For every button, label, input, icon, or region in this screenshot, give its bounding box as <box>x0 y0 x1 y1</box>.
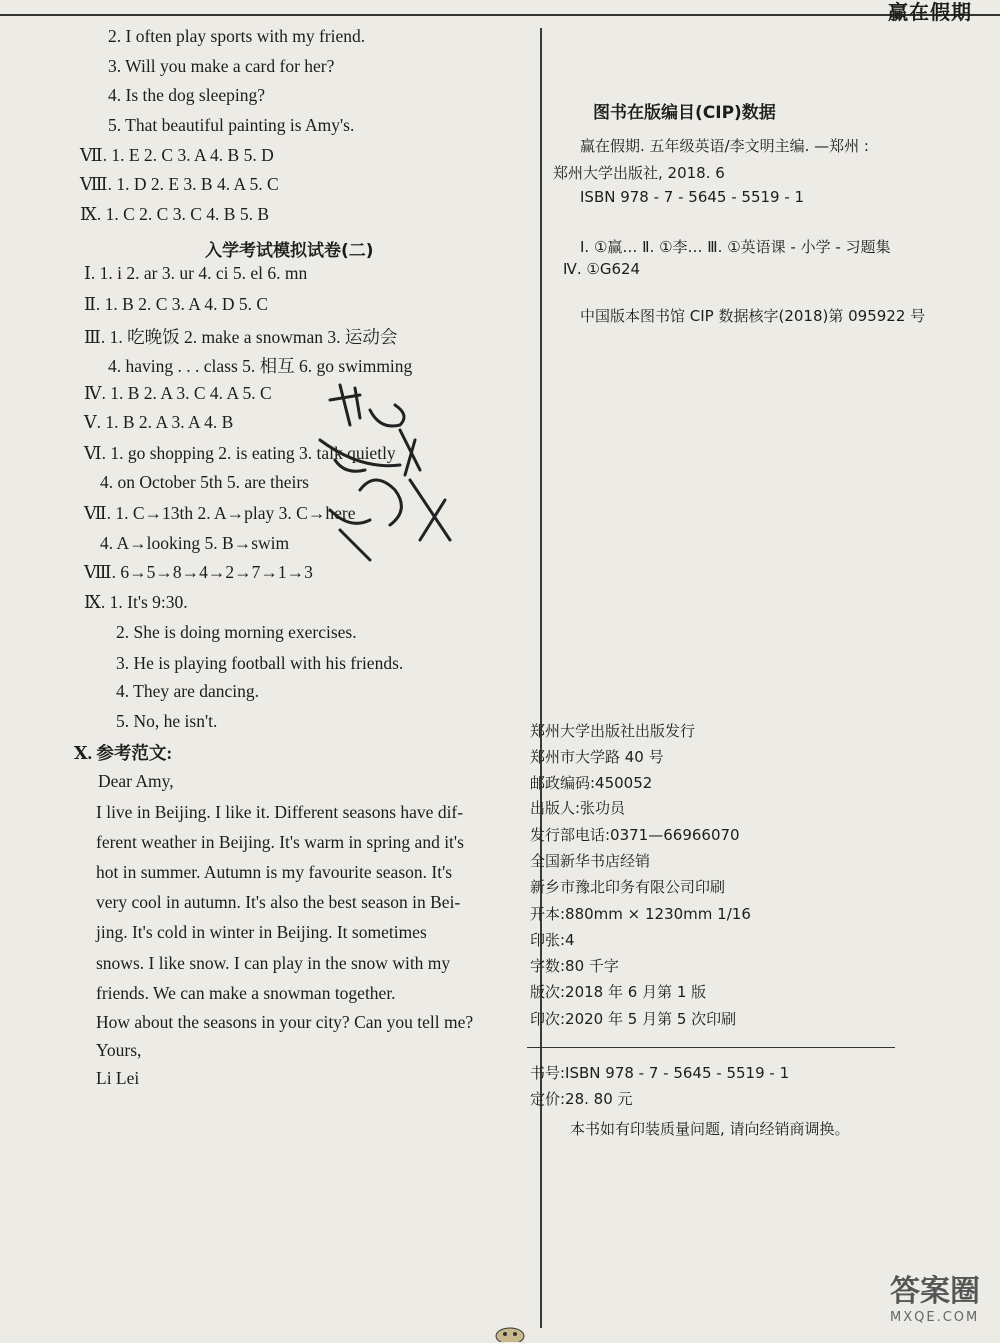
essay-line: snows. I like snow. I can play in the snow with my <box>96 953 451 973</box>
top-rule <box>0 0 1000 16</box>
essay-line: friends. We can make a snowman together. <box>96 983 396 1003</box>
mascot-icon <box>490 1322 530 1342</box>
publisher-line: 邮政编码:450052 <box>530 774 653 792</box>
answer-line: Ⅵ. 1. go shopping 2. is eating 3. talk quietly <box>84 443 396 463</box>
answer-line: Ⅱ. 1. B 2. C 3. A 4. D 5. C <box>84 294 269 314</box>
answer-line: Ⅶ. 1. E 2. C 3. A 4. B 5. D <box>80 145 274 165</box>
essay-heading: Ⅹ. 参考范文: <box>74 743 173 763</box>
watermark <box>890 1266 980 1325</box>
answer-line: Ⅸ. 1. It's 9:30. <box>84 592 188 612</box>
answer-line: 4. They are dancing. <box>116 681 260 701</box>
publisher-line: 全国新华书店经销 <box>530 852 651 870</box>
horizontal-rule <box>527 1047 895 1048</box>
essay-line: Li Lei <box>96 1068 140 1088</box>
section-title: 入学考试模拟试卷(二) <box>205 241 374 261</box>
answer-line: 2. I often play sports with my friend. <box>108 26 366 46</box>
answer-line: 5. No, he isn't. <box>116 711 218 731</box>
cip-line: 中国版本图书馆 CIP 数据核字(2018)第 095922 号 <box>580 307 926 325</box>
answer-line: Ⅷ. 1. D 2. E 3. B 4. A 5. C <box>80 174 279 194</box>
answer-line: Ⅰ. 1. i 2. ar 3. ur 4. ci 5. el 6. mn <box>84 263 308 283</box>
answer-line: Ⅷ. 6→5→8→4→2→7→1→3 <box>84 562 313 582</box>
answer-line: Ⅴ. 1. B 2. A 3. A 4. B <box>84 412 234 432</box>
answer-line: 2. She is doing morning exercises. <box>116 622 357 642</box>
essay-line: I live in Beijing. I like it. Different seasons have dif- <box>96 802 464 822</box>
cip-title: 图书在版编目(CIP)数据 <box>593 103 776 123</box>
essay-line: hot in summer. Autumn is my favourite season. It's <box>96 862 453 882</box>
handwritten-stamp-icon <box>300 370 470 580</box>
answer-line: 5. That beautiful painting is Amy's. <box>108 115 355 135</box>
essay-line: very cool in autumn. It's also the best season in Bei- <box>96 892 461 912</box>
answer-line: 4. A→looking 5. B→swim <box>100 533 290 553</box>
publisher-line: 新乡市豫北印务有限公司印刷 <box>530 878 726 896</box>
publisher-line: 郑州大学出版社出版发行 <box>530 722 696 740</box>
price-line: 定价:28. 80 元 <box>530 1090 633 1108</box>
cip-line: Ⅳ. ①G624 <box>563 260 641 278</box>
cip-line: Ⅰ. ①赢… Ⅱ. ①李… Ⅲ. ①英语课 - 小学 - 习题集 <box>580 238 891 256</box>
publisher-line: 开本:880mm × 1230mm 1/16 <box>530 905 751 923</box>
cip-line: 郑州大学出版社, 2018. 6 <box>553 164 725 182</box>
essay-line: jing. It's cold in winter in Beijing. It sometimes <box>96 922 427 942</box>
publisher-line: 版次:2018 年 6 月第 1 版 <box>530 983 707 1001</box>
essay-line: ferent weather in Beijing. It's warm in spring and it's <box>96 832 464 852</box>
cip-line: 赢在假期. 五年级英语/李文明主编. —郑州 : <box>580 137 869 155</box>
publisher-line: 印张:4 <box>530 931 575 949</box>
column-divider <box>540 28 542 1328</box>
publisher-line: 发行部电话:0371—66966070 <box>530 826 740 844</box>
answer-line: 3. He is playing football with his friends. <box>116 653 404 673</box>
answer-line: 4. on October 5th 5. are theirs <box>100 472 309 492</box>
quality-notice: 本书如有印装质量问题, 请向经销商调换。 <box>570 1120 850 1138</box>
watermark-logo: 答案圈 <box>890 1274 980 1309</box>
brand-logo: 赢在假期 <box>888 0 972 24</box>
answer-line: Ⅲ. 1. 吃晚饭 2. make a snowman 3. 运动会 <box>84 327 398 347</box>
cip-line: ISBN 978 - 7 - 5645 - 5519 - 1 <box>580 188 805 206</box>
answer-line: 4. having . . . class 5. 相互 6. go swimming <box>108 356 413 376</box>
publisher-line: 印次:2020 年 5 月第 5 次印刷 <box>530 1010 737 1028</box>
isbn-line: 书号:ISBN 978 - 7 - 5645 - 5519 - 1 <box>530 1064 790 1082</box>
essay-line: Yours, <box>96 1040 142 1060</box>
publisher-line: 出版人:张功员 <box>530 799 626 817</box>
answer-line: Ⅳ. 1. B 2. A 3. C 4. A 5. C <box>84 383 272 403</box>
answer-line: Ⅶ. 1. C→13th 2. A→play 3. C→here <box>84 503 356 523</box>
publisher-line: 郑州市大学路 40 号 <box>530 748 664 766</box>
answer-line: 4. Is the dog sleeping? <box>108 85 265 105</box>
answer-line: 3. Will you make a card for her? <box>108 56 335 76</box>
watermark-url: MXQE.COM <box>890 1310 980 1325</box>
answer-line: Ⅸ. 1. C 2. C 3. C 4. B 5. B <box>80 204 269 224</box>
essay-line: How about the seasons in your city? Can you tell me? <box>96 1012 474 1032</box>
essay-line: Dear Amy, <box>98 771 174 791</box>
publisher-line: 字数:80 千字 <box>530 957 619 975</box>
